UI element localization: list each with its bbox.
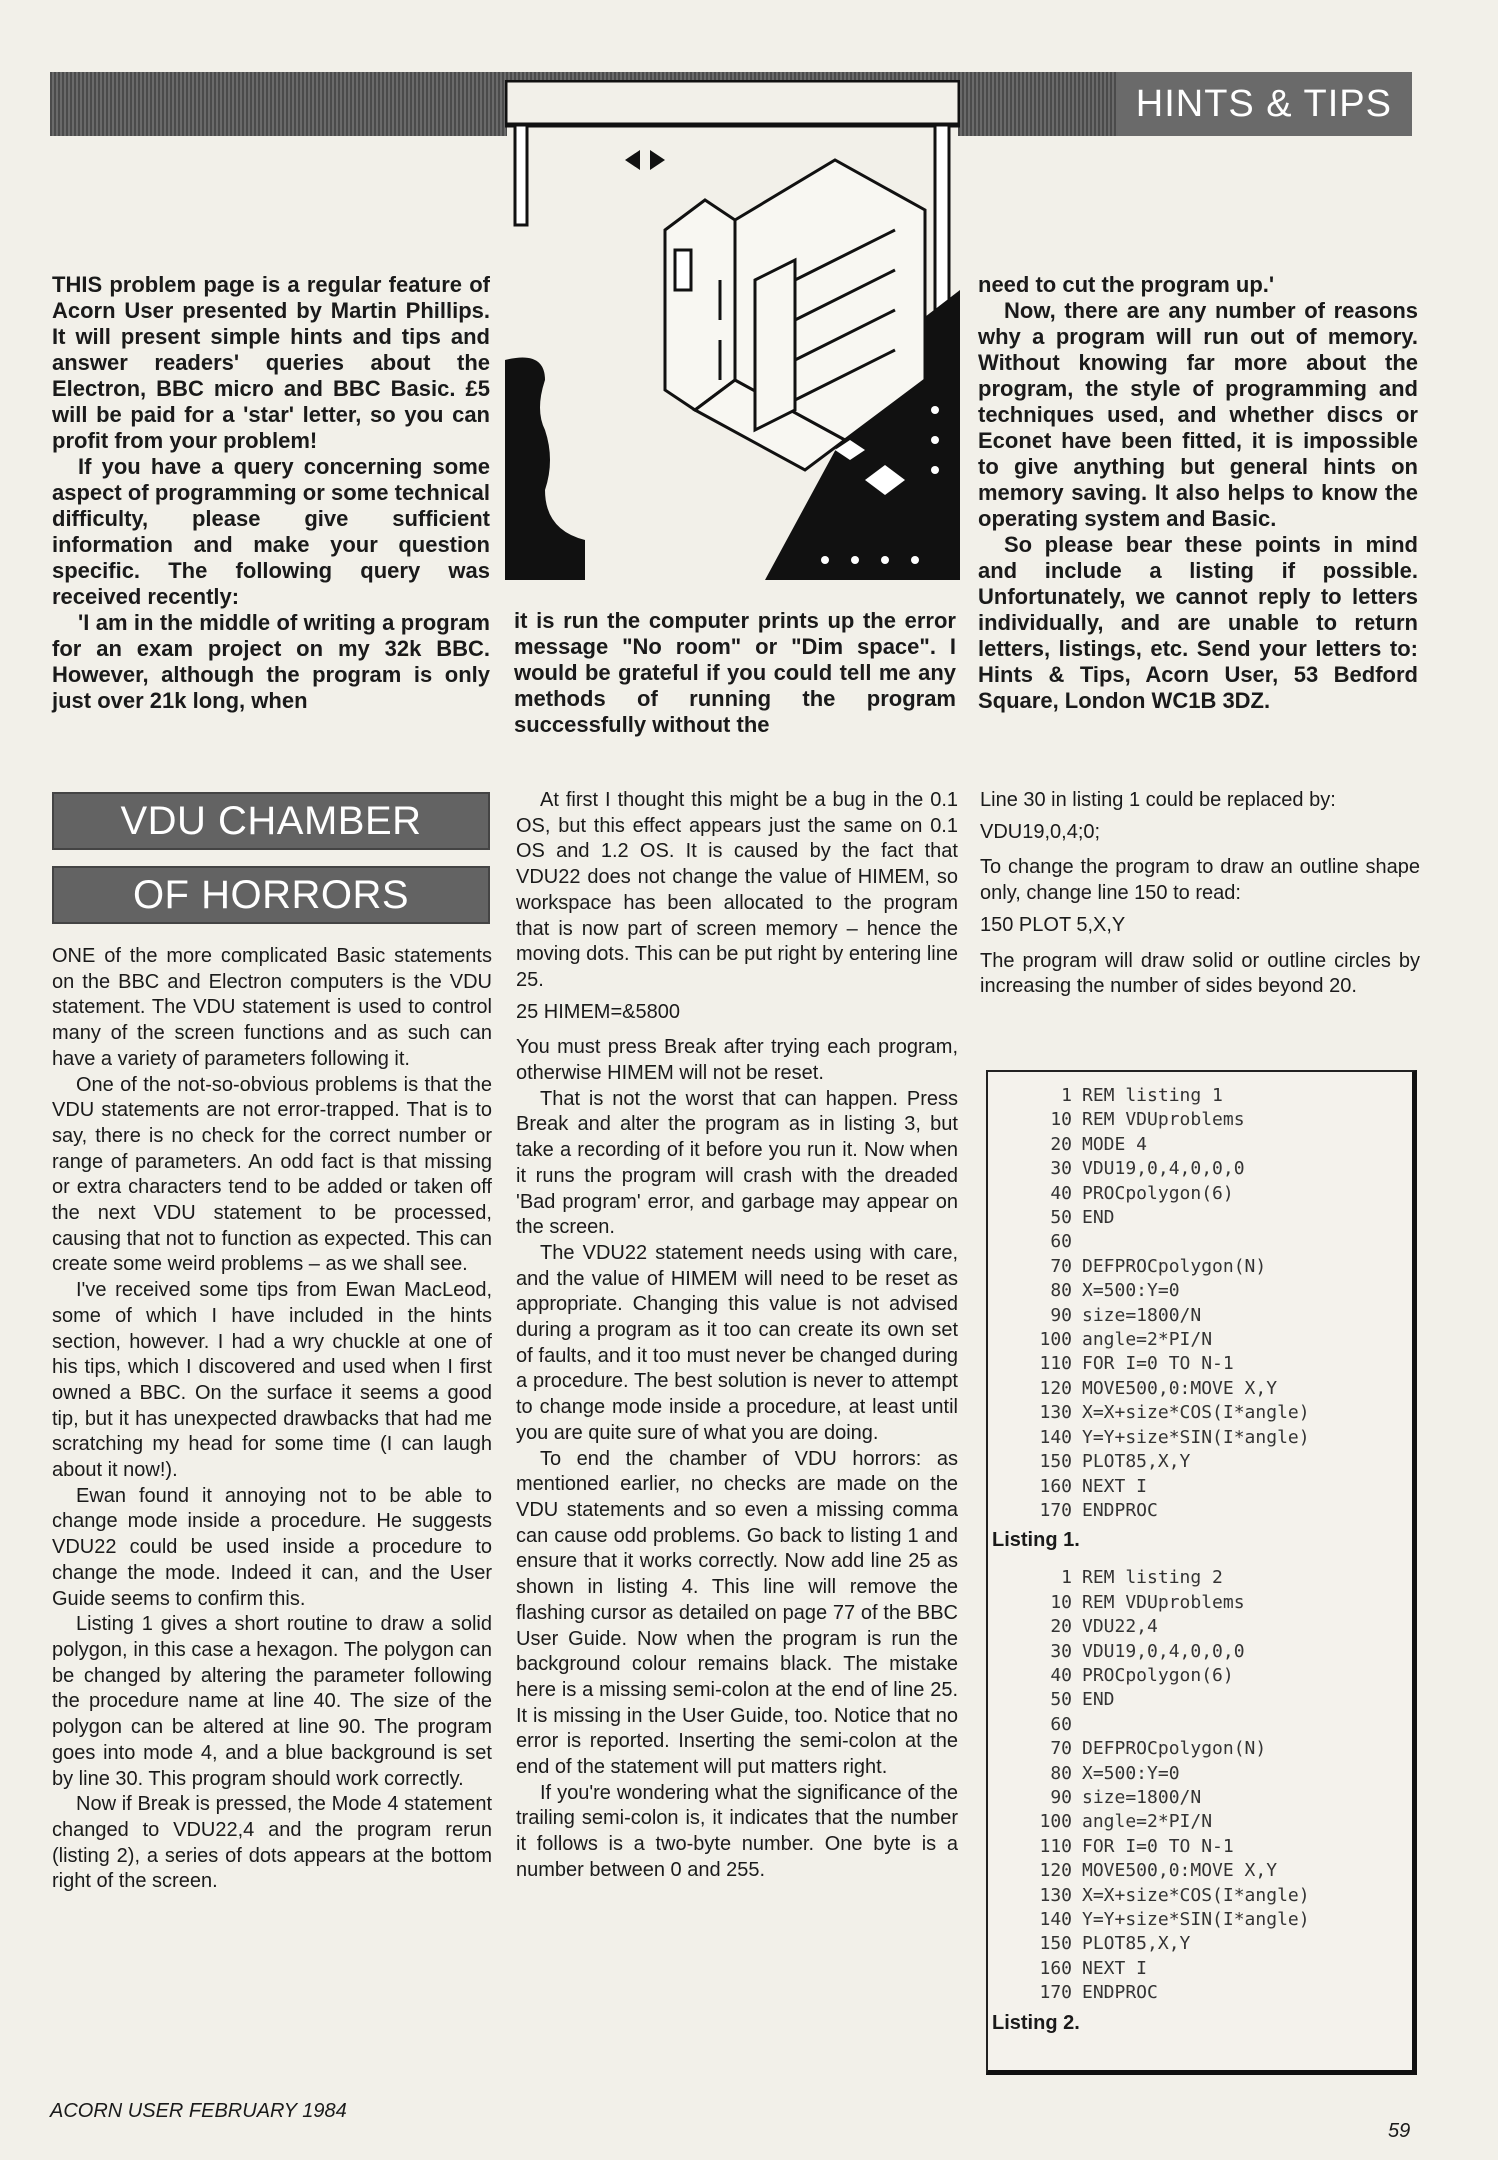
code-line [992,1182,1412,1206]
listing-1-lines [992,1084,1412,1523]
code-line [992,1957,1412,1981]
code-line [992,1932,1412,1956]
article-column-1 [52,944,492,1895]
line-code: PLOT85,X,Y [1082,1933,1191,1955]
line-code: MOVE500,0:MOVE X,Y [1082,1377,1278,1399]
article-column-2 [516,788,958,1884]
line-code: MODE 4 [1082,1133,1148,1155]
article-paragraph: You must press Break after trying each program, otherwise HIMEM will not be reset. [516,1036,958,1085]
code-line [992,1762,1412,1786]
code-line [992,1304,1412,1328]
line-code: X=500:Y=0 [1082,1762,1180,1784]
line-code: REM listing 1 [1082,1085,1223,1106]
code-line [992,1786,1412,1810]
line-number: 60 [1050,1713,1072,1735]
code-line [992,1426,1412,1450]
line-code: ENDPROC [1082,1982,1158,2004]
article-paragraph: The program will draw solid or outline circles by increasing the number of sides beyond 20. [980,949,1420,998]
line-number: 1 [1061,1085,1072,1106]
section-title: HINTS & TIPS [1116,72,1412,136]
line-code: NEXT I [1082,1957,1148,1979]
listing-box [986,1070,1417,2075]
line-code: REM VDUproblems [1082,1591,1245,1613]
code-line [992,1157,1412,1181]
line-code: size=1800/N [1082,1304,1202,1326]
listing-1 [988,1072,1412,1552]
intro-paragraph: If you have a query concerning some aspect of programming or some technical difficulty, please give sufficient information and make your question specific. The following query was received recently: [52,454,490,609]
code-line [992,1279,1412,1303]
article-paragraph: Listing 1 gives a short routine to draw a solid polygon, in this case a hexagon. The polygon can be changed by altering the parameter following the procedure name at line 40. The size of the polygon can be altered at line 90. The program goes into mode 4, and a blue background is set by line 30. This program should work correctly. [52,1613,492,1790]
line-code: Y=Y+size*SIN(I*angle) [1082,1426,1310,1448]
code-line [992,1884,1412,1908]
article-paragraph: One of the not-so-obvious problems is that the VDU statements are not error-trapped. That is to say, there is no check for the correct number or range of parameters. An odd fact is that missing or extra characters tend to be added or taken off the next VDU statement to be processed, causing that not to function as expected. This can create some weird problems – as we shall see. [52,1073,492,1276]
line-number: 150 [1039,1933,1072,1955]
page-number: 59 [1388,2120,1411,2142]
line-number: 170 [1039,1499,1072,1521]
article-paragraph: I've received some tips from Ewan MacLeod, some of which I have included in the hints section, however. I had a wry chuckle at one of his tips, which I discovered and used when I first owned a BBC. On the surface it seems a good tip, but it has unexpected drawbacks that had me scratching my head for some time (I can laugh about it now!). [52,1279,492,1482]
line-code: MOVE500,0:MOVE X,Y [1082,1860,1278,1882]
code-line [992,1640,1412,1664]
line-number: 90 [1050,1304,1072,1326]
line-number: 50 [1050,1689,1072,1711]
intro-column-1 [52,272,490,714]
line-code: angle=2*PI/N [1082,1329,1213,1351]
line-code: FOR I=0 TO N-1 [1082,1353,1234,1375]
article-paragraph: ONE of the more complicated Basic statements on the BBC and Electron computers is the VDU statement. The VDU statement is used to control many of the screen functions and as such can have a variety of parameters following it. [52,945,492,1070]
code-snippet: 25 HIMEM=&5800 [516,1000,680,1023]
code-snippet: 150 PLOT 5,X,Y [980,913,1126,936]
intro-paragraph: THIS problem page is a regular feature of Acorn User presented by Martin Phillips. It will present simple hints and tips and answer readers' queries about the Electron, BBC micro and BBC Basic. £5 will be paid for a 'star' letter, so you can profit from your problem! [52,272,490,453]
line-code: X=500:Y=0 [1082,1280,1180,1302]
code-line [992,1908,1412,1932]
article-paragraph: If you're wondering what the significance of the trailing semi-colon is, it indicates that the number it follows is a two-byte number. One byte is a number between 0 and 255. [516,1781,958,1881]
code-line [992,1108,1412,1132]
listing-2 [988,1552,1412,2034]
code-line [992,1328,1412,1352]
line-code: VDU22,4 [1082,1616,1158,1638]
line-number: 50 [1050,1207,1072,1229]
intro-paragraph: it is run the computer prints up the error message "No room" or "Dim space". I would be grateful if you could tell me any methods of running the program successfully without the [514,608,956,737]
code-line [992,1401,1412,1425]
code-line [992,1981,1412,2005]
line-code: PLOT85,X,Y [1082,1451,1191,1473]
line-code: VDU19,0,4,0,0,0 [1082,1640,1245,1662]
line-number: 160 [1039,1957,1072,1979]
article-paragraph: That is not the worst that can happen. Press Break and alter the program as in listing 3, but take a recording of it before you run it. Now when it runs the program will crash with the dreaded 'Bad program' error, and garbage may appear on the screen. [516,1087,958,1239]
code-snippet: VDU19,0,4;0; [980,820,1101,843]
code-line [992,1377,1412,1401]
line-number: 20 [1050,1616,1072,1638]
line-number: 10 [1050,1109,1072,1131]
line-number: 40 [1050,1664,1072,1686]
code-line [992,1688,1412,1712]
intro-column-3 [978,272,1418,714]
code-line [992,1615,1412,1639]
article-paragraph: To end the chamber of VDU horrors: as mentioned earlier, no checks are made on the VDU statements and so even a missing comma can cause odd problems. Go back to listing 1 and ensure that it works correctly. Now add line 25 as shown in listing 4. This line will remove the flashing cursor as detailed on page 77 of the BBC User Guide. Now when the program is run the background colour remains black. The mistake here is a missing semi-colon at the end of line 25. It is missing in the User Guide, too. Notice that no error is reported. Inserting the semi-colon at the end of the statement will put matters right. [516,1447,958,1779]
line-number: 90 [1050,1786,1072,1808]
code-line [992,1450,1412,1474]
article-paragraph: To change the program to draw an outline shape only, change line 150 to read: [980,856,1420,905]
footer-magazine: ACORN USER FEBRUARY 1984 [50,2100,347,2122]
line-number: 30 [1050,1158,1072,1180]
line-number: 170 [1039,1982,1072,2004]
line-number: 110 [1039,1835,1072,1857]
line-number: 120 [1039,1377,1072,1399]
article-column-3 [980,788,1420,1000]
intro-paragraph: need to cut the program up.' [978,272,1275,297]
line-number: 110 [1039,1353,1072,1375]
line-number: 160 [1039,1475,1072,1497]
line-number: 10 [1050,1591,1072,1613]
illustration-memory-building [505,80,960,580]
line-code: END [1082,1689,1115,1711]
code-line [992,1859,1412,1883]
line-code: VDU19,0,4,0,0,0 [1082,1158,1245,1180]
article-banner-line-2: OF HORRORS [52,866,490,924]
line-number: 100 [1039,1811,1072,1833]
line-number: 40 [1050,1182,1072,1204]
line-code: X=X+size*COS(I*angle) [1082,1884,1310,1906]
line-number: 30 [1050,1640,1072,1662]
line-code: NEXT I [1082,1475,1148,1497]
intro-paragraph: 'I am in the middle of writing a program for an exam project on my 32k BBC. However, although the program is only just over 21k long, when [52,610,490,713]
listing-1-caption: Listing 1. [992,1529,1080,1552]
line-code: DEFPROCpolygon(N) [1082,1255,1267,1277]
line-code: ENDPROC [1082,1499,1158,1521]
code-line [992,1499,1412,1523]
line-code: END [1082,1207,1115,1229]
line-code: PROCpolygon(6) [1082,1664,1234,1686]
code-line [992,1475,1412,1499]
code-line [992,1737,1412,1761]
line-code: Y=Y+size*SIN(I*angle) [1082,1909,1310,1930]
line-number: 120 [1039,1860,1072,1882]
line-code: size=1800/N [1082,1786,1202,1808]
code-line [992,1206,1412,1230]
article-paragraph: Now if Break is pressed, the Mode 4 statement changed to VDU22,4 and the program rerun (listing 2), a series of dots appears at the bottom right of the screen. [52,1793,492,1893]
article-banner-line-1: VDU CHAMBER [52,792,490,850]
article-paragraph: Ewan found it annoying not to be able to change mode inside a procedure. He suggests VDU22 could be used inside a procedure to change the mode. Indeed it can, and the User Guide seems to confirm this. [52,1484,492,1610]
line-number: 100 [1039,1329,1072,1351]
line-code: X=X+size*COS(I*angle) [1082,1402,1310,1424]
code-line [992,1810,1412,1834]
code-line [992,1664,1412,1688]
line-number: 1 [1061,1567,1072,1589]
line-code: REM VDUproblems [1082,1109,1245,1131]
line-number: 80 [1050,1762,1072,1784]
article-paragraph: At first I thought this might be a bug in the 0.1 OS, but this effect appears just the same on 0.1 OS and 1.2 OS. It is caused by the fact that VDU22 does not change the value of HIMEM, so workspace has been allocated to the program that is now part of screen memory – hence the moving dots. This can be put right by entering line 25. [516,789,958,991]
code-line [992,1352,1412,1376]
line-number: 20 [1050,1133,1072,1155]
line-code: PROCpolygon(6) [1082,1182,1234,1204]
line-code: angle=2*PI/N [1082,1811,1213,1833]
intro-column-2 [514,608,956,738]
code-line [992,1133,1412,1157]
code-line [992,1084,1412,1108]
article-paragraph: The VDU22 statement needs using with care, and the value of HIMEM will need to be reset as appropriate. Changing this value is not advised during a program as it too can create its own set of faults, and it too must never be changed during a procedure. The best solution is never to attempt to change mode inside a procedure, at least until you are quite sure of what you are doing. [516,1241,958,1444]
line-number: 60 [1050,1231,1072,1253]
code-line [992,1713,1412,1737]
code-line [992,1835,1412,1859]
line-code: REM listing 2 [1082,1567,1223,1589]
line-code: FOR I=0 TO N-1 [1082,1835,1234,1857]
line-number: 130 [1039,1884,1072,1906]
line-number: 140 [1039,1909,1072,1930]
listing-2-caption: Listing 2. [992,2011,1080,2034]
line-number: 70 [1050,1738,1072,1760]
line-number: 80 [1050,1280,1072,1302]
article-paragraph: Line 30 in listing 1 could be replaced by: [980,789,1336,811]
line-number: 70 [1050,1255,1072,1277]
code-line [992,1255,1412,1279]
intro-paragraph: So please bear these points in mind and include a listing if possible. Unfortunately, we cannot reply to letters individually, and are unable to return letters, listings, etc. Send your letters to: Hints & Tips, Acorn User, 53 Bedford Square, London WC1B 3DZ. [978,532,1418,713]
line-code: DEFPROCpolygon(N) [1082,1738,1267,1760]
listing-2-lines [992,1566,1412,2005]
line-number: 140 [1039,1426,1072,1448]
code-line [992,1591,1412,1615]
line-number: 150 [1039,1451,1072,1473]
code-line [992,1566,1412,1590]
line-number: 130 [1039,1402,1072,1424]
intro-paragraph: Now, there are any number of reasons why a program will run out of memory. Without knowing far more about the program, the style of programming and techniques used, and whether discs or Econet have been fitted, it is impossible to give anything but general hints on memory saving. It also helps to know the operating system and Basic. [978,298,1418,531]
code-line [992,1230,1412,1254]
